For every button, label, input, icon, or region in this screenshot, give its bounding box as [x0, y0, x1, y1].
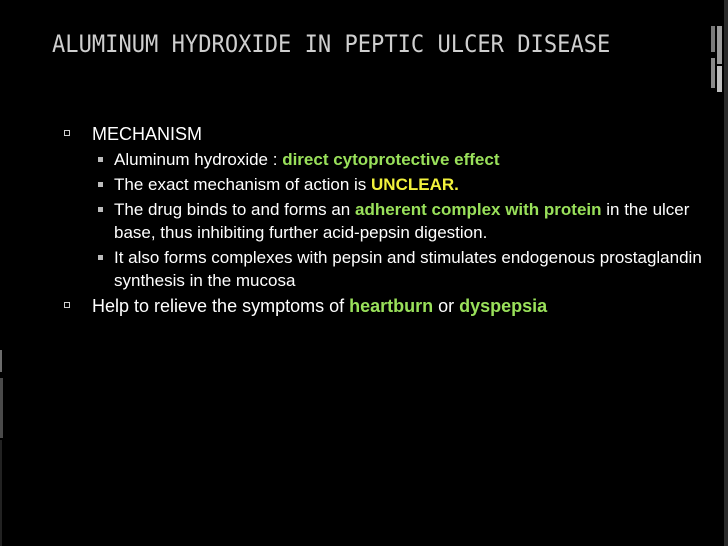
sub-bullet-text-continued: in the ulcer base, thus inhibiting further acid-pepsin digestion.: [114, 200, 690, 242]
small-square-bullet-icon: [98, 157, 103, 162]
slide-title: ALUMINUM HYDROXIDE IN PEPTIC ULCER DISEASE: [52, 30, 611, 58]
square-bullet-icon: [64, 302, 70, 308]
bullet-symptoms: [64, 294, 714, 318]
edge-decoration: [717, 66, 722, 92]
highlight-text: adherent complex with protein: [354, 200, 602, 219]
sub-bullet: [64, 198, 714, 244]
sub-bullet: [64, 246, 714, 292]
slide-content: [64, 122, 714, 320]
symptoms-connector: or: [433, 296, 460, 316]
square-bullet-icon: [64, 130, 70, 136]
edge-decoration: [711, 58, 715, 88]
sub-bullet-text: The exact mechanism of action is: [114, 175, 372, 194]
edge-decoration: [711, 26, 715, 52]
bullet-mechanism: [64, 122, 714, 146]
symptoms-text: Help to relieve the symptoms of: [92, 296, 350, 316]
sub-bullet-text: Aluminum hydroxide :: [114, 150, 283, 169]
edge-decoration: [724, 0, 728, 546]
sub-bullet: [64, 173, 714, 196]
sub-bullet: [64, 148, 714, 171]
small-square-bullet-icon: [98, 255, 103, 260]
small-square-bullet-icon: [98, 182, 103, 187]
highlight-heartburn: heartburn: [349, 296, 434, 316]
sub-bullet-text: It also forms complexes with pepsin and stimulates endogenous prostaglandin synthesis in the mucosa: [114, 248, 702, 290]
edge-decoration: [0, 350, 2, 372]
sub-bullet-text: The drug binds to and forms an: [114, 200, 355, 219]
edge-decoration: [717, 26, 722, 64]
highlight-text: direct cytoprotective effect: [282, 150, 500, 169]
highlight-text: UNCLEAR.: [371, 175, 459, 194]
edge-decoration: [0, 378, 3, 438]
highlight-dyspepsia: dyspepsia: [459, 296, 548, 316]
mechanism-heading: MECHANISM: [92, 124, 203, 144]
small-square-bullet-icon: [98, 207, 103, 212]
edge-decoration: [0, 440, 2, 546]
